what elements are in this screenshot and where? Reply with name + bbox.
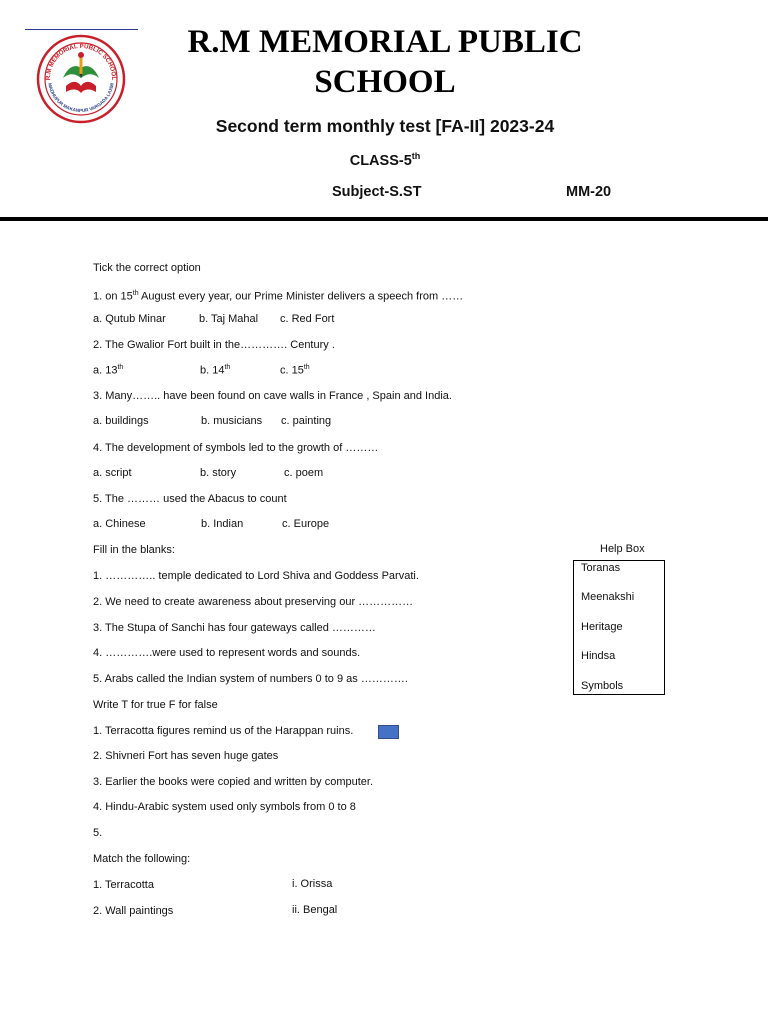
q1-option-a: a. Qutub Minar (93, 313, 166, 325)
q4-option-a: a. script (93, 467, 132, 479)
tf-heading: Write T for true F for false (93, 699, 218, 711)
school-name-line2: SCHOOL (314, 64, 456, 100)
help-word-2: Meenakshi (581, 591, 635, 603)
class-label (120, 151, 650, 169)
tf-item-2: 2. Shivneri Fort has seven huge gates (93, 750, 279, 762)
match-right-2: ii. Bengal (292, 904, 338, 916)
tf-item-1: 1. Terracotta figures remind us of the Harappan ruins. (93, 725, 354, 737)
help-box-title: Help Box (600, 543, 645, 555)
logo-ring-text: R.M MEMORIAL PUBLIC SCHOOL (44, 42, 118, 81)
q2-option-a (93, 364, 123, 377)
max-marks: MM-20 (566, 184, 612, 200)
header-divider (0, 217, 768, 221)
mcq-heading: Tick the correct option (93, 262, 201, 274)
mcq-question-4: 4. The development of symbols led to the growth of ……… (93, 442, 379, 454)
q1-sup: th (132, 290, 139, 297)
q1-post: August every year, our Prime Minister delivers a speech from …… (138, 290, 464, 303)
fill-item-1: 1. ………….. temple dedicated to Lord Shiva and Goddess Parvati. (93, 570, 419, 582)
q1-pre: 1. on 15 (93, 290, 133, 303)
match-right-1: i. Orissa (292, 878, 333, 890)
q2a-sup: th (117, 364, 124, 371)
help-word-1: Toranas (581, 562, 621, 574)
school-name-line1: R.M MEMORIAL PUBLIC (187, 24, 583, 60)
exam-title: Second term monthly test [FA-II] 2023-24 (215, 116, 555, 136)
match-left-1: 1. Terracotta (93, 879, 154, 891)
q1-option-b: b. Taj Mahal (199, 313, 259, 325)
q1-option-c: c. Red Fort (280, 313, 335, 325)
logo-ring-subtext: MADHUPUR MAKANPUR VARGADA LAXMI (47, 82, 115, 114)
q2b-text: b. 14 (200, 364, 225, 377)
help-word-3: Heritage (581, 621, 623, 633)
match-heading: Match the following: (93, 853, 191, 865)
q3-option-b: b. musicians (201, 415, 263, 427)
subject-label: Subject-S.ST (332, 184, 422, 200)
fill-item-5: 5. Arabs called the Indian system of numbers 0 to 9 as …………. (93, 673, 408, 685)
q2a-text: a. 13 (93, 364, 118, 377)
help-word-5: Symbols (581, 680, 624, 692)
tf-item-4: 4. Hindu-Arabic system used only symbols from 0 to 8 (93, 801, 356, 813)
school-logo (36, 34, 126, 124)
q5-option-a: a. Chinese (93, 518, 146, 530)
help-box (573, 560, 665, 695)
tf-answer-box (378, 725, 399, 739)
q4-option-b: b. story (200, 467, 237, 479)
mcq-question-5: 5. The ……… used the Abacus to count (93, 493, 287, 505)
class-sup: th (411, 151, 421, 161)
help-word-4: Hindsa (581, 650, 616, 662)
fill-item-3: 3. The Stupa of Sanchi has four gateways called ………… (93, 622, 376, 634)
school-name (120, 22, 650, 102)
q5-option-b: b. Indian (201, 518, 244, 530)
q2c-text: c. 15 (280, 364, 304, 377)
tf-item-3: 3. Earlier the books were copied and written by computer. (93, 776, 374, 788)
tf-item-5: 5. (93, 827, 103, 839)
fill-heading: Fill in the blanks: (93, 544, 175, 556)
mcq-question-3: 3. Many…….. have been found on cave walls in France , Spain and India. (93, 390, 452, 402)
mcq-question-1 (93, 287, 463, 304)
q2-option-b (200, 364, 230, 377)
fill-item-2: 2. We need to create awareness about preserving our …………… (93, 596, 414, 608)
q4-option-c: c. poem (284, 467, 324, 479)
q3-option-a: a. buildings (93, 415, 149, 427)
match-left-2: 2. Wall paintings (93, 905, 174, 917)
q3-option-c: c. painting (281, 415, 332, 427)
q2c-sup: th (303, 364, 310, 371)
q2-option-c (280, 364, 310, 377)
q2b-sup: th (224, 364, 231, 371)
class-text: CLASS-5 (349, 152, 412, 169)
mcq-question-2: 2. The Gwalior Fort built in the…………. Century . (93, 339, 335, 351)
q5-option-c: c. Europe (282, 518, 330, 530)
fill-item-4: 4. ………….were used to represent words and sounds. (93, 647, 361, 659)
